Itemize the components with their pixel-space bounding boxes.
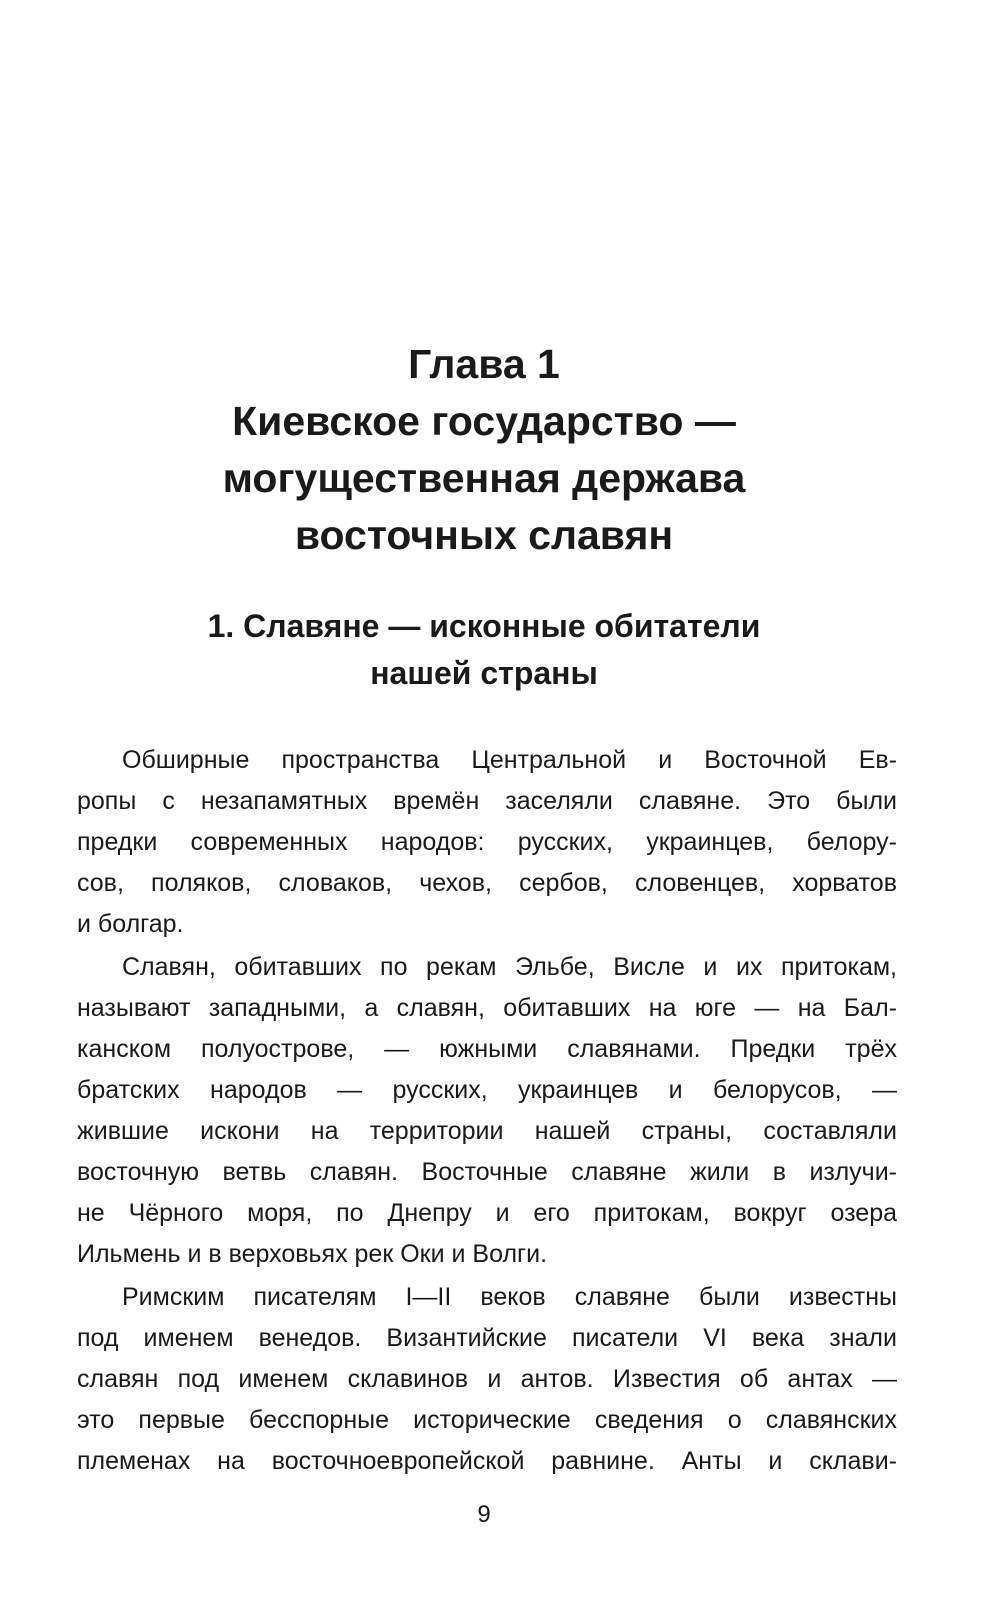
text-line: под именем венедов. Византийские писатели VI века знали [77, 1324, 897, 1352]
text-line: не Чёрного моря, по Днепру и его притокам, вокруг озера [77, 1199, 897, 1227]
text-line: предки современных народов: русских, украинцев, белору- [77, 828, 897, 856]
text-line: ропы с незапамятных времён заселяли славяне. Это были [77, 787, 897, 815]
chapter-title [0, 336, 968, 564]
text-line: славян под именем склавинов и антов. Известия об антах — [77, 1365, 897, 1393]
section-title-line: 1. Славяне — исконные обитатели [207, 608, 761, 644]
body-text [77, 740, 897, 1484]
paragraph-1 [77, 740, 897, 945]
text-line: восточную ветвь славян. Восточные славяне жили в излучи- [77, 1158, 897, 1186]
text-line: жившие искони на территории нашей страны, составляли [77, 1117, 897, 1145]
paragraph-3 [77, 1277, 897, 1482]
text-line: называют западными, а славян, обитавших на юге — на Бал- [77, 994, 897, 1022]
section-title-line: нашей страны [370, 655, 598, 691]
text-line: Обширные пространства Центральной и Восточной Ев- [122, 746, 897, 774]
chapter-title-line: Глава 1 [408, 341, 560, 387]
page-number: 9 [477, 1501, 491, 1528]
text-line: сов, поляков, словаков, чехов, сербов, словенцев, хорватов [77, 869, 897, 897]
text-line: Славян, обитавших по рекам Эльбе, Висле и их притокам, [122, 953, 897, 981]
text-line: канском полуострове, — южными славянами. Предки трёх [77, 1035, 897, 1063]
text-line: Римским писателям I—II веков славяне были известны [122, 1283, 897, 1311]
section-title [0, 603, 968, 697]
text-line: и болгар. [77, 910, 184, 938]
paragraph-2 [77, 947, 897, 1275]
chapter-title-line: восточных славян [294, 512, 674, 558]
text-line: племенах на восточноевропейской равнине. Анты и склави- [77, 1447, 897, 1475]
text-line: братских народов — русских, украинцев и белорусов, — [77, 1076, 897, 1104]
chapter-title-line: Киевское государство — [232, 398, 736, 444]
text-line: это первые бесспорные исторические сведения о славянских [77, 1406, 897, 1434]
text-line: Ильмень и в верховьях рек Оки и Волги. [77, 1240, 548, 1268]
chapter-title-line: могущественная держава [222, 455, 746, 501]
